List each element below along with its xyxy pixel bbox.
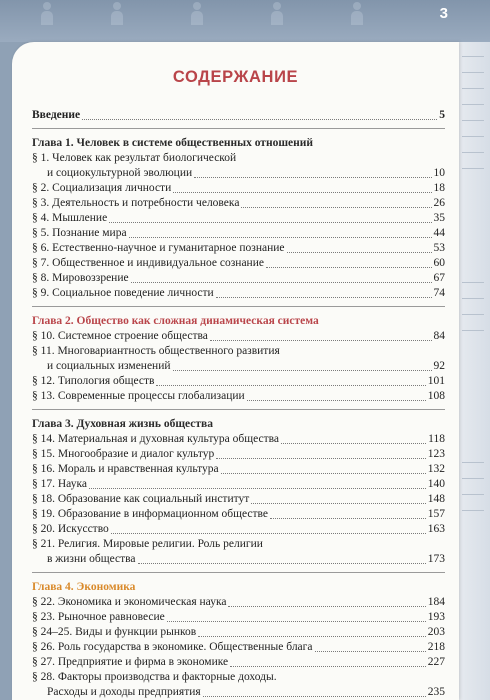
toc-entry-label: § 17. Наука: [32, 478, 87, 490]
toc-entry[interactable]: [32, 492, 445, 507]
person-icon: [190, 2, 204, 26]
toc-entry[interactable]: [32, 462, 445, 477]
toc-entry[interactable]: [32, 477, 445, 492]
chapter-heading[interactable]: Глава 3. Духовная жизнь общества: [32, 418, 214, 430]
toc-entry-label: § 6. Естественно-научное и гуманитарное познание: [32, 242, 285, 254]
toc-entry-page: 140: [427, 478, 445, 490]
toc-entry[interactable]: [32, 595, 445, 610]
facing-page-edge: [459, 42, 490, 700]
toc-entry[interactable]: [32, 196, 445, 211]
toc-entry[interactable]: [32, 166, 445, 181]
dot-leader: [287, 251, 432, 253]
toc-entry-page: 218: [427, 641, 445, 653]
toc-entry-page: 184: [427, 596, 445, 608]
person-icon: [110, 2, 124, 26]
toc-entry-label: § 8. Мировоззрение: [32, 272, 129, 284]
toc-entry-page: 148: [427, 493, 445, 505]
toc-entry[interactable]: [32, 522, 445, 537]
toc-entry-label: § 14. Материальная и духовная культура общества: [32, 433, 280, 445]
toc-entry-label: § 10. Системное строение общества: [32, 330, 208, 342]
toc-entry[interactable]: [32, 447, 445, 462]
toc-entry-label: в жизни общества: [47, 553, 136, 565]
section-divider: [32, 572, 445, 573]
contents-page: [12, 42, 459, 700]
dot-leader: [167, 620, 426, 622]
dot-leader: [111, 532, 426, 534]
dot-leader: [247, 399, 426, 401]
dot-leader: [251, 502, 425, 504]
toc-entry-label: § 7. Общественное и индивидуальное сознание: [32, 257, 264, 269]
toc-entry-page: 5: [439, 109, 445, 121]
toc-entry-label: § 3. Деятельность и потребности человека: [32, 197, 240, 209]
toc-entry-label: § 9. Социальное поведение личности: [32, 287, 214, 299]
toc-entry-label: § 27. Предприятие и фирма в экономике: [32, 656, 229, 668]
section-divider: [32, 128, 445, 129]
toc-entry-title-line: § 11. Многовариантность общественного развития: [32, 345, 280, 357]
toc-entry-page: 157: [427, 508, 445, 520]
table-of-contents: [32, 108, 445, 700]
toc-entry-label: § 5. Познание мира: [32, 227, 127, 239]
toc-entry-label: § 16. Мораль и нравственная культура: [32, 463, 219, 475]
dot-leader: [210, 339, 432, 341]
section-divider: [32, 409, 445, 410]
dot-leader: [266, 266, 432, 268]
dot-leader: [89, 487, 426, 489]
toc-entry[interactable]: [32, 625, 445, 640]
toc-entry-page: 84: [433, 330, 445, 342]
toc-entry-title-line: § 28. Факторы производства и факторные доходы.: [32, 671, 277, 683]
header-band: [0, 0, 490, 42]
toc-entry-label: § 22. Экономика и экономическая наука: [32, 596, 227, 608]
toc-entry-label: § 18. Образование как социальный институт: [32, 493, 250, 505]
toc-entry-page: 227: [427, 656, 445, 668]
dot-leader: [281, 442, 426, 444]
dot-leader: [156, 384, 425, 386]
toc-entry[interactable]: [32, 640, 445, 655]
dot-leader: [194, 176, 431, 178]
toc-entry-page: 44: [433, 227, 445, 239]
chapter-heading[interactable]: Глава 2. Общество как сложная динамическая система: [32, 315, 319, 327]
toc-entry[interactable]: [32, 507, 445, 522]
toc-entry-label: Расходы и доходы предприятия: [47, 686, 201, 698]
toc-entry[interactable]: [32, 685, 445, 700]
toc-entry[interactable]: [32, 552, 445, 567]
toc-entry[interactable]: [32, 389, 445, 404]
toc-entry-title-line: § 1. Человек как результат биологической: [32, 152, 237, 164]
section-divider: [32, 306, 445, 307]
toc-entry-page: 18: [433, 182, 445, 194]
chapter-heading[interactable]: Глава 1. Человек в системе общественных отношений: [32, 137, 314, 149]
toc-entry[interactable]: [32, 374, 445, 389]
toc-entry-label: § 2. Социализация личности: [32, 182, 172, 194]
person-icon: [270, 2, 284, 26]
person-icon: [350, 2, 364, 26]
toc-entry-page: 26: [433, 197, 445, 209]
toc-entry[interactable]: [32, 256, 445, 271]
dot-leader: [198, 635, 426, 637]
toc-entry-label: Введение: [32, 109, 81, 121]
toc-entry-page: 118: [428, 433, 445, 445]
dot-leader: [315, 650, 426, 652]
toc-entry-page: 92: [433, 360, 445, 372]
toc-entry-label: § 12. Типология обществ: [32, 375, 155, 387]
toc-entry[interactable]: [32, 286, 445, 301]
toc-entry-label: § 4. Мышление: [32, 212, 108, 224]
dot-leader: [129, 236, 432, 238]
dot-leader: [270, 517, 426, 519]
toc-entry[interactable]: [32, 181, 445, 196]
toc-entry[interactable]: [32, 271, 445, 286]
dot-leader: [82, 118, 437, 120]
dot-leader: [138, 562, 426, 564]
toc-entry-page: 132: [427, 463, 445, 475]
toc-entry-page: 101: [427, 375, 445, 387]
toc-entry-page: 74: [433, 287, 445, 299]
dot-leader: [203, 695, 426, 697]
dot-leader: [221, 472, 426, 474]
toc-entry[interactable]: [32, 241, 445, 256]
toc-entry[interactable]: [32, 655, 445, 670]
toc-entry[interactable]: [32, 211, 445, 226]
toc-entry[interactable]: [32, 359, 445, 374]
chapter-heading[interactable]: Глава 4. Экономика: [32, 581, 136, 593]
toc-entry-page: 53: [433, 242, 445, 254]
page-number: 3: [439, 5, 448, 22]
toc-entry-label: § 13. Современные процессы глобализации: [32, 390, 245, 402]
toc-entry-intro[interactable]: [32, 108, 445, 123]
toc-entry-page: 173: [427, 553, 445, 565]
toc-entry-page: 163: [427, 523, 445, 535]
toc-entry-label: § 26. Роль государства в экономике. Общественные блага: [32, 641, 313, 653]
toc-entry-page: 108: [427, 390, 445, 402]
dot-leader: [131, 281, 432, 283]
dot-leader: [173, 369, 432, 371]
toc-entry[interactable]: [32, 329, 445, 344]
toc-entry-page: 193: [427, 611, 445, 623]
toc-entry-label: § 23. Рыночное равновесие: [32, 611, 165, 623]
toc-entry-page: 67: [433, 272, 445, 284]
toc-entry-page: 235: [427, 686, 445, 698]
toc-entry-page: 35: [433, 212, 445, 224]
toc-entry-label: § 19. Образование в информационном обществе: [32, 508, 268, 520]
dot-leader: [230, 665, 426, 667]
dot-leader: [109, 221, 431, 223]
toc-entry-page: 203: [427, 626, 445, 638]
toc-entry-label: § 20. Искусство: [32, 523, 109, 535]
toc-entry-label: и социальных изменений: [47, 360, 171, 372]
dot-leader: [173, 191, 431, 193]
toc-entry-page: 123: [427, 448, 445, 460]
toc-entry-label: § 15. Многообразие и диалог культур: [32, 448, 215, 460]
toc-entry[interactable]: [32, 432, 445, 447]
dot-leader: [241, 206, 431, 208]
toc-entry[interactable]: [32, 226, 445, 241]
dot-leader: [216, 457, 426, 459]
toc-entry-page: 10: [433, 167, 445, 179]
dot-leader: [216, 296, 432, 298]
toc-entry-title-line: § 21. Религия. Мировые религии. Роль религии: [32, 538, 263, 550]
toc-entry-page: 60: [433, 257, 445, 269]
dot-leader: [228, 605, 425, 607]
toc-entry-label: и социокультурной эволюции: [47, 167, 193, 179]
toc-entry-label: § 24–25. Виды и функции рынков: [32, 626, 197, 638]
page-title: СОДЕРЖАНИЕ: [172, 68, 299, 86]
toc-entry[interactable]: [32, 610, 445, 625]
person-icon: [40, 2, 54, 26]
